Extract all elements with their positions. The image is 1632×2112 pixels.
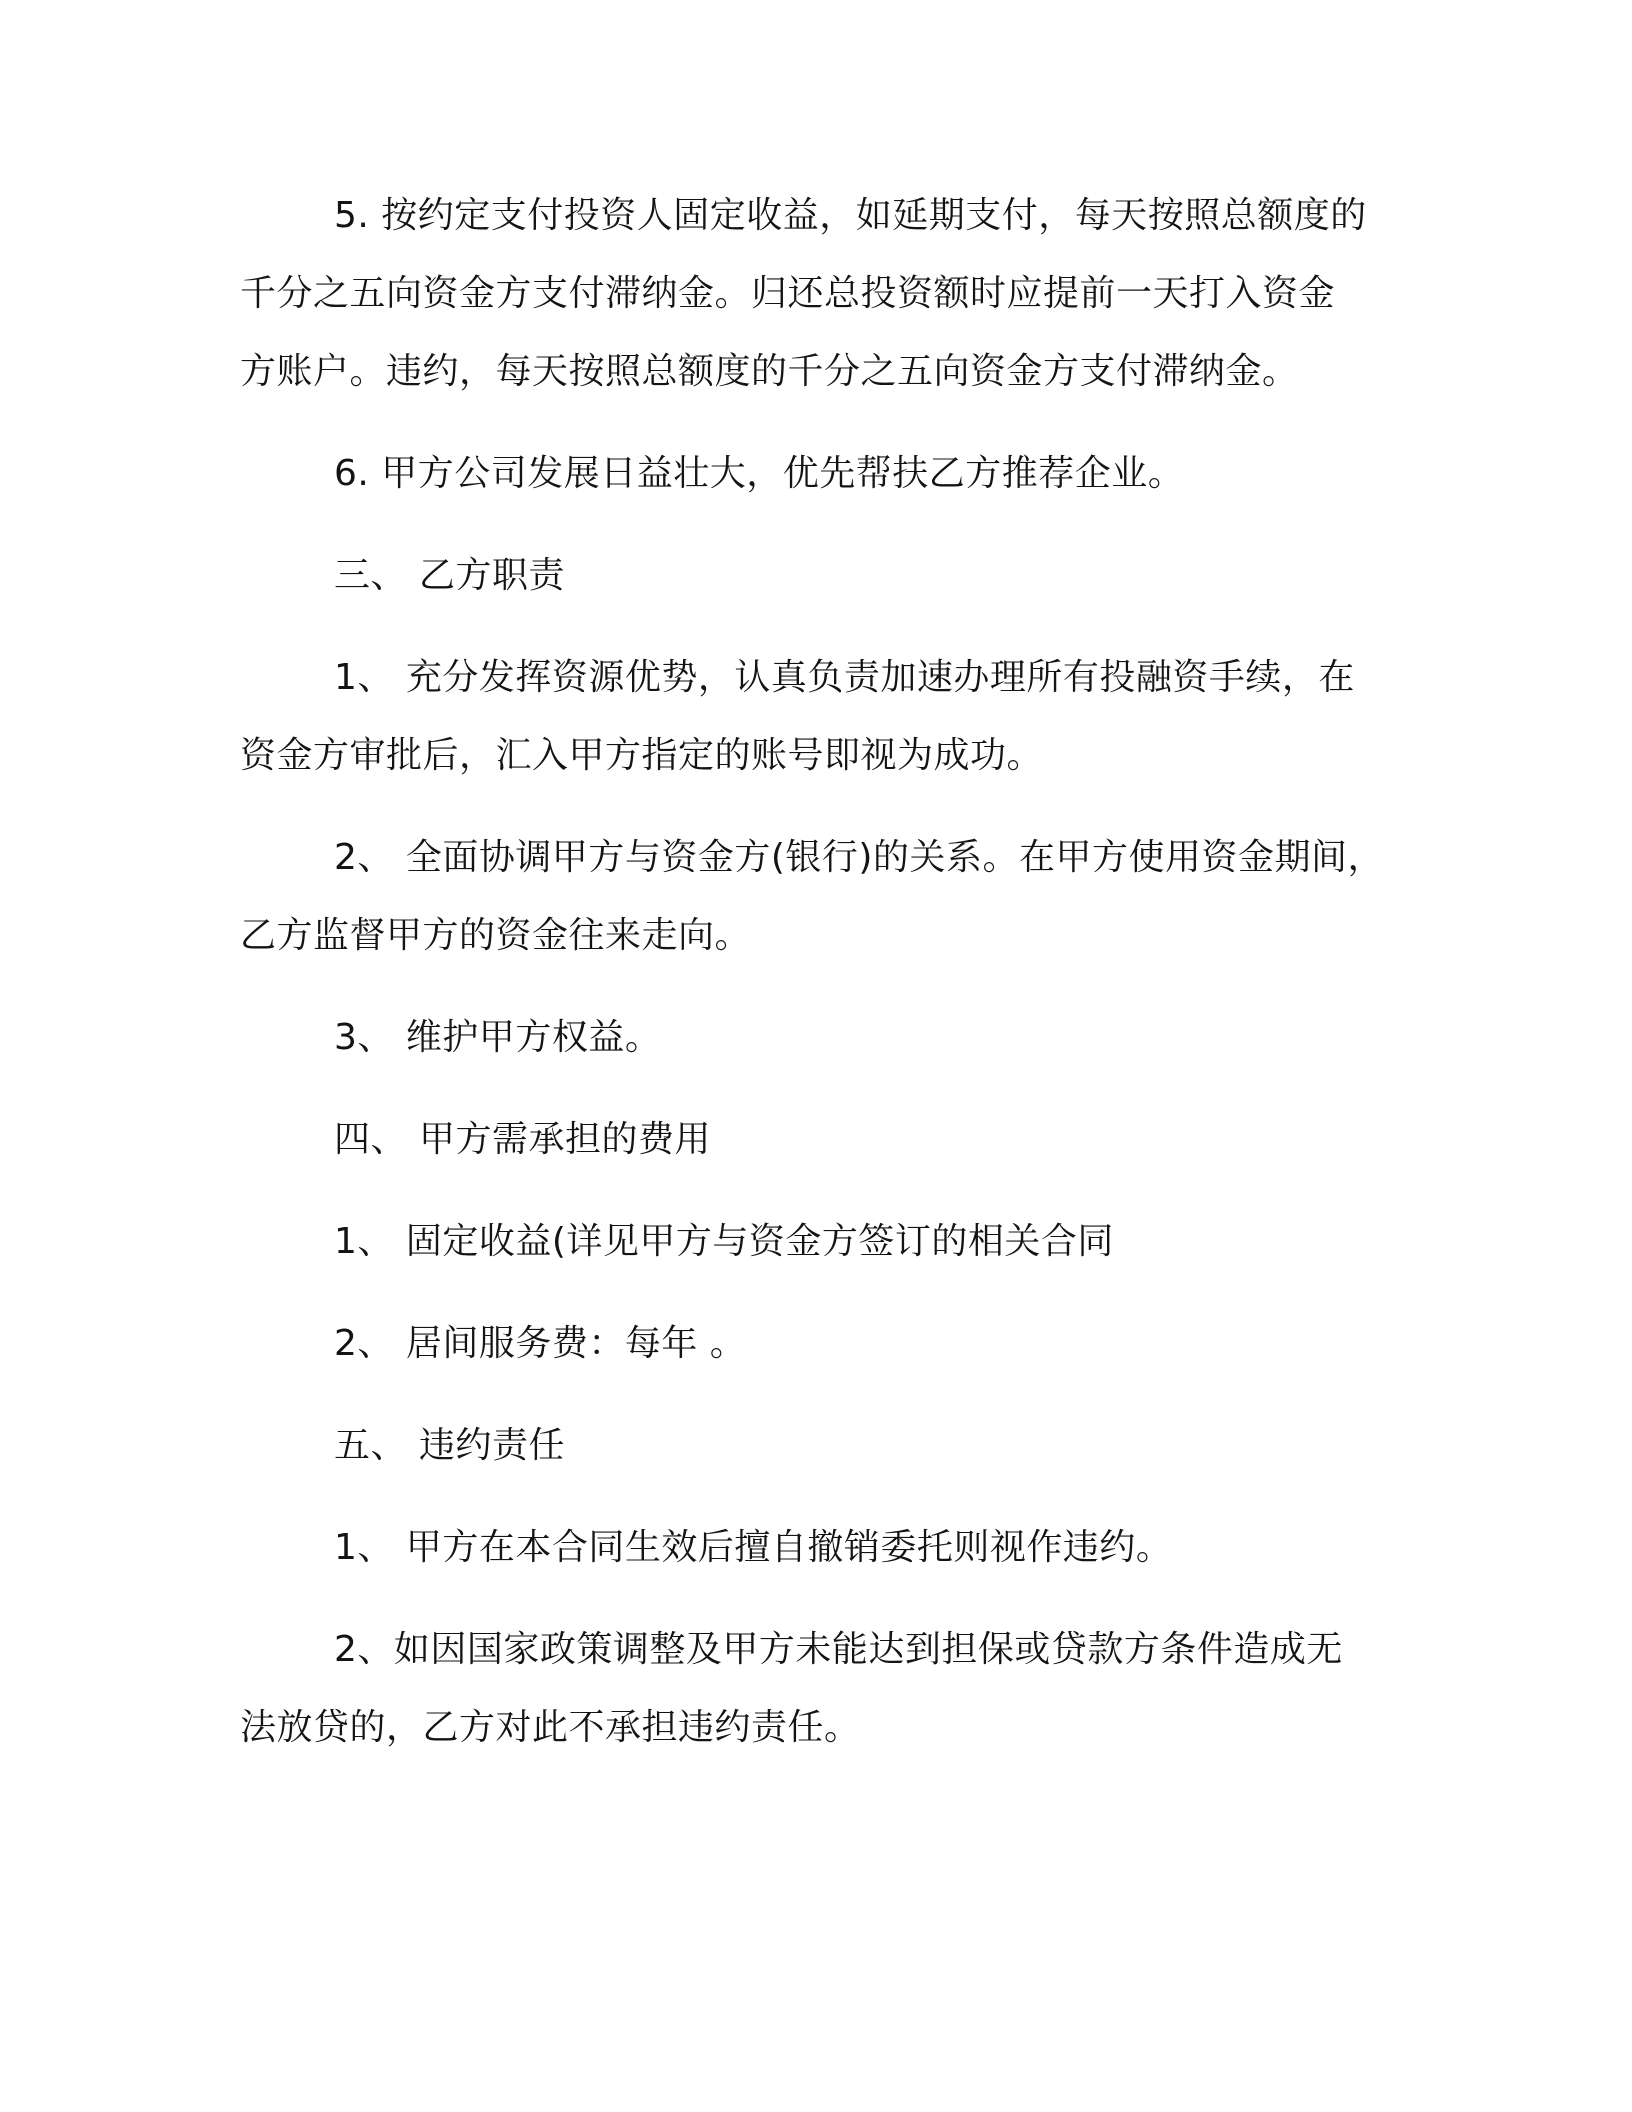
section-5-heading: 五、 违约责任 [334,1425,565,1466]
section-5-item-2-line-1: 2、如因国家政策调整及甲方未能达到担保或贷款方条件造成无 [334,1629,1343,1670]
section-5-item-2-line-2: 法放贷的，乙方对此不承担违约责任。 [240,1707,861,1748]
section-3-item-1-line-2: 资金方审批后，汇入甲方指定的账号即视为成功。 [240,735,1044,776]
item-5-line-2: 千分之五向资金方支付滞纳金。归还总投资额时应提前一天打入资金 [240,273,1336,314]
section-3-heading: 三、 乙方职责 [334,555,565,596]
item-6-line-1: 6. 甲方公司发展日益壮大，优先帮扶乙方推荐企业。 [334,453,1185,494]
section-3-item-1-line-1: 1、 充分发挥资源优势，认真负责加速办理所有投融资手续，在 [334,657,1355,698]
item-5-line-1: 5. 按约定支付投资人固定收益，如延期支付，每天按照总额度的 [334,195,1367,236]
section-3-item-2-line-1: 2、 全面协调甲方与资金方(银行)的关系。在甲方使用资金期间， [334,837,1384,878]
section-4-item-2-line-1: 2、 居间服务费：每年 。 [334,1323,747,1364]
section-4-item-1-line-1: 1、 固定收益(详见甲方与资金方签订的相关合同 [334,1221,1114,1262]
section-3-item-3-line-1: 3、 维护甲方权益。 [334,1017,662,1058]
section-3-item-2-line-2: 乙方监督甲方的资金往来走向。 [240,915,752,956]
section-4-heading: 四、 甲方需承担的费用 [334,1119,711,1160]
section-5-item-1-line-1: 1、 甲方在本合同生效后擅自撤销委托则视作违约。 [334,1527,1173,1568]
item-5-line-3: 方账户。违约，每天按照总额度的千分之五向资金方支付滞纳金。 [240,351,1299,392]
